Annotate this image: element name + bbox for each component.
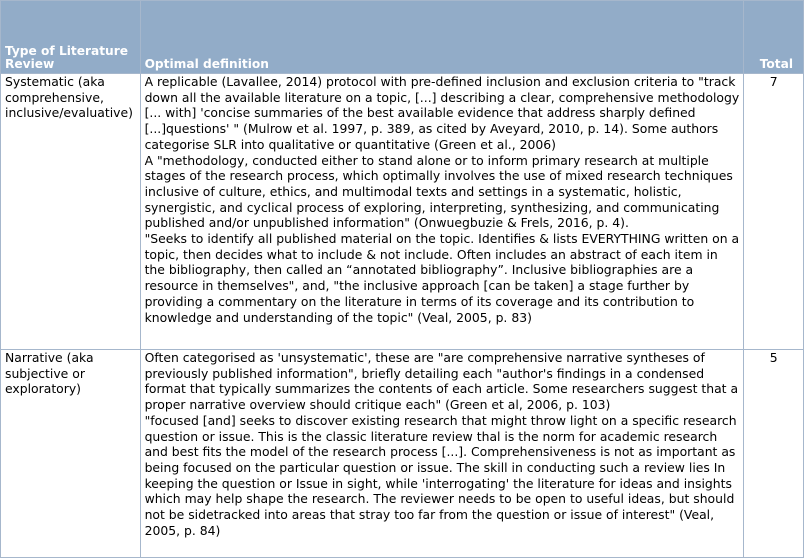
definition-paragraph: A replicable (Lavallee, 2014) protocol with pre-defined inclusion and exclusion criteria to "track down all the available literature on a topic, [...] describing a clear, comprehensive methodology [... with] 'concise summaries of the best available evidence that address sharply defined [...]questions' " (Mulrow et al. 1997, p. 389, as cited by Aveyard, 2010, p. 14). Some authors categorise SLR into qualitative or quantitative (Green et al., 2006) xyxy=(144,74,740,152)
definition-paragraph: "focused [and] seeks to discover existing research that might throw light on a specific research question or issue. This is the classic literature review thal is the norm for academic research and best fits the model of the research process [...]. Comprehensiveness is not as important as being focused on the particular question or issue. The skill in conducting such a review lies In keeping the question or Issue in sight, while 'interrogating' the literature for ideas and insights which may help shape the research. The reviewer needs to be open to useful ideas, but should not be sidetracked into areas that stray too far from the question or issue of interest" (Veal, 2005, p. 84) xyxy=(144,412,737,538)
review-definition xyxy=(140,350,744,558)
review-total: 5 xyxy=(744,350,804,558)
definition-paragraph: "Seeks to identify all published material on the topic. Identifies & lists EVERYTHING written on a topic, then decides what to include & not include. Often includes an abstract of each item in the bibliography, then called an “annotated bibliography”. Inclusive bibliographies are a resource in themselves", and, "the inclusive approach [can be taken] a stage further by providing a commentary on the literature in terms of its coverage and its contribution to knowledge and understanding of the topic" (Veal, 2005, p. 83) xyxy=(144,231,740,325)
review-definition xyxy=(140,74,744,350)
header-definition: Optimal definition xyxy=(140,1,744,74)
review-total: 7 xyxy=(744,74,804,350)
review-type: Systematic (aka comprehensive, inclusive/evaluative) xyxy=(1,74,141,350)
definition-paragraph: Often categorised as 'unsystematic', these are "are comprehensive narrative syntheses of previously published information", briefly detailing each "author's findings in a condensed format that typically summarizes the contents of each article. Some researchers suggest that a proper narrative overview should critique each" (Green et al, 2006, p. 103) xyxy=(144,350,739,413)
table-row xyxy=(1,350,804,558)
header-total: Total xyxy=(744,1,804,74)
definition-paragraph: A "methodology, conducted either to stand alone or to inform primary research at multiple stages of the research process, which optimally involves the use of mixed research techniques inclusive of culture, ethics, and multimodal texts and settings in a systematic, holistic, synergistic, and cyclical process of exploring, interpreting, synthesizing, and communicating published and/or unpublished information" (Onwuegbuzie & Frels, 2016, p. 4). xyxy=(144,152,733,231)
review-type: Narrative (aka subjective or exploratory) xyxy=(1,350,141,558)
table-row xyxy=(1,74,804,350)
table-header-row xyxy=(1,1,804,74)
header-type: Type of Literature Review xyxy=(1,1,141,74)
